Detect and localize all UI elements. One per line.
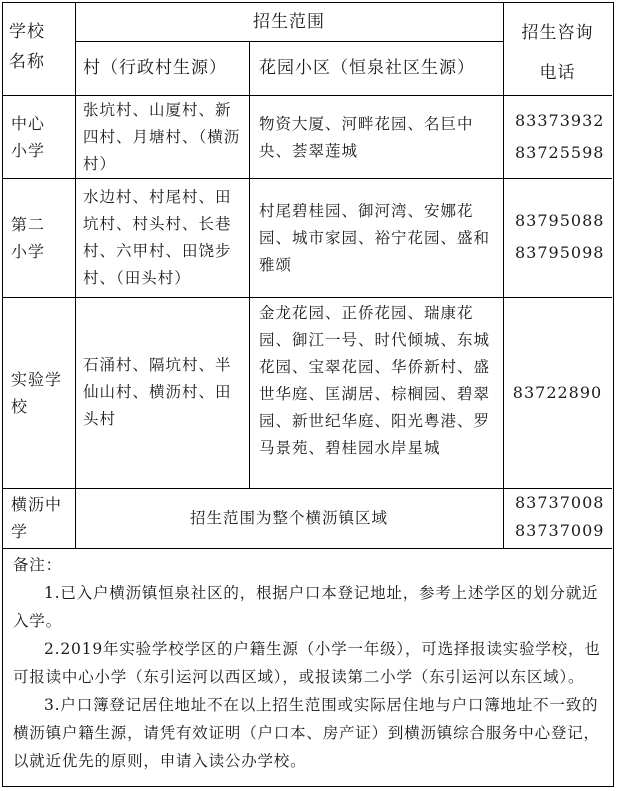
phone-number[interactable]: 83737008: [515, 493, 605, 512]
phone-number[interactable]: 83795088: [515, 211, 605, 230]
phone-number[interactable]: 83722890: [512, 382, 603, 402]
notes-title: 备注：: [13, 556, 62, 574]
header-phone-col: [503, 13, 612, 95]
notes-section: [13, 551, 609, 775]
header-garden-col: 花园小区（恒泉社区生源）: [259, 58, 475, 78]
grid-line: [75, 41, 503, 42]
phone-cell: [515, 489, 611, 545]
header-village-col: 村（行政村生源）: [83, 58, 227, 78]
note-item: 1.已入户横沥镇恒泉社区的，根据户口本登记地址，参考上述学区的划分就近入学。: [13, 584, 599, 630]
header-school-name-line1: 学校: [9, 22, 45, 42]
grid-line: [75, 3, 76, 548]
grid-line: [3, 548, 612, 549]
grid-line: [3, 95, 612, 96]
grid-line: [249, 41, 250, 488]
grid-line: [3, 178, 612, 179]
school-cell: 中心 小学: [11, 113, 46, 160]
note-item: 3.户口簿登记居住地址不在以上招生范围或实际居住地与户口簿地址不一致的横沥镇户籍生源，请凭有效证明（户口本、房产证）到横沥镇综合服务中心登记，以就近优先的原则，申请入读公办学校。: [13, 696, 600, 770]
gardens-cell: 金龙花园、正侨花园、瑞康花园、御江一号、时代倾城、东城花园、宝翠花园、华侨新村、盛世华庭、匡湖居、棕榈园、碧翠园、新世纪华庭、阳光粤港、罗马景苑、碧桂园水岸星城: [259, 304, 491, 457]
header-school-name-line2: 名称: [9, 52, 45, 72]
phone-number[interactable]: 83737009: [515, 521, 605, 540]
phone-number[interactable]: 83373932: [515, 111, 605, 130]
enrollment-table-frame: [2, 2, 614, 787]
phone-cell: [503, 297, 612, 488]
merged-scope-cell: 招生范围为整个横沥镇区域: [189, 508, 388, 527]
note-item: 2.2019年实验学校学区的户籍生源（小学一年级），可选择报读实验学校，也可报读中心小学（东引运河以西区域），或报读第二小学（东引运河以东区域）。: [13, 640, 601, 686]
school-cell: 第二 小学: [11, 214, 46, 261]
school-cell: 横沥中 学: [11, 495, 63, 541]
phone-cell: [515, 105, 611, 169]
gardens-cell: 村尾碧桂园、御河湾、安娜花园、城市家园、裕宁花园、盛和雅颂: [259, 202, 491, 274]
header-scope: 招生范围: [253, 12, 325, 32]
villages-cell: 石涌村、隔坑村、半仙山村、横沥村、田头村: [83, 356, 232, 428]
header-school-name: [9, 17, 73, 77]
villages-cell: 张坑村、山厦村、新四村、月塘村、（横沥村）: [83, 101, 241, 173]
villages-cell: 水边村、村尾村、田坑村、村头村、长巷村、六甲村、田饶步村、（田头村）: [83, 188, 232, 287]
phone-cell: [515, 205, 611, 269]
header-phone-line2: 电话: [539, 63, 576, 83]
school-cell: 实验学 校: [11, 369, 63, 416]
phone-number[interactable]: 83725598: [515, 143, 605, 162]
phone-number[interactable]: 83795098: [515, 243, 605, 262]
gardens-cell: 物资大厦、河畔花园、名巨中央、荟翠莲城: [259, 115, 474, 160]
header-phone-line1: 招生咨询: [521, 23, 594, 43]
